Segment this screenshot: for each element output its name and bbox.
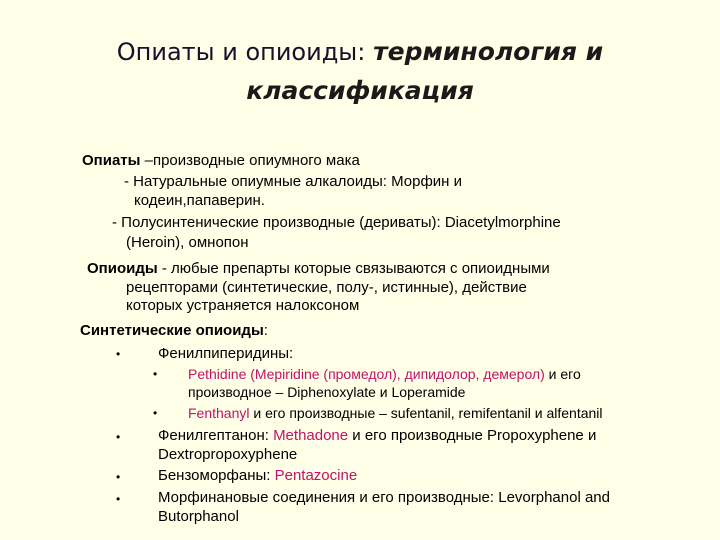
semi-line2: (Heroin), омнопон (126, 234, 249, 251)
phenylheptanone-1: Фенилгептанон: (158, 427, 274, 444)
semi-line1: - Полусинтенические производные (дериваты): Diacetylmorphine (112, 214, 561, 231)
title-part3: классификация (246, 76, 474, 105)
sub-bullet-2: • (153, 406, 158, 420)
synthetic-line (80, 322, 268, 340)
morphinans-line2: Butorphanol (158, 508, 239, 525)
pethidine-line1 (188, 366, 581, 383)
opiates-line (82, 152, 360, 170)
natural-line2: кодеин,папаверин. (134, 192, 265, 209)
bullet-2: • (116, 430, 121, 444)
pethidine-line2: производное – Diphenoxylate и Loperamide (188, 384, 466, 400)
benzomorphans-1: Бензоморфаны: (158, 467, 275, 484)
phenylpiperidines: Фенилпиперидины: (158, 345, 294, 362)
opiates-heading: Опиаты (82, 152, 141, 169)
phenylheptanone-line2: Dextropropoxyphene (158, 446, 298, 463)
synthetic-colon: : (263, 322, 268, 339)
pethidine-red: Pethidine (Mepiridine (промедол), дипидолор, демерол) (188, 366, 545, 382)
phenylheptanone-red: Methadone (273, 427, 349, 444)
bullet-3: • (116, 470, 121, 484)
fentanyl-rest: и его производные – sufentanil, remifentanil и alfentanil (249, 405, 603, 421)
opioids-line (87, 260, 550, 278)
slide-title (60, 32, 660, 109)
opioids-heading: Опиоиды (87, 260, 158, 277)
bullet-4: • (116, 492, 121, 506)
phenylheptanone-line1 (158, 427, 596, 445)
synthetic-heading: Синтетические опиоиды (80, 322, 264, 339)
benzomorphans-line (158, 467, 357, 485)
natural-line1: - Натуральные опиумные алкалоиды: Морфин и (124, 173, 463, 190)
bullet-1: • (116, 347, 121, 361)
opiates-def: –производные опиумного мака (140, 152, 360, 169)
fentanyl-line (188, 405, 603, 422)
opioids-def2: рецепторами (синтетические, полу-, истинные), действие (126, 279, 527, 296)
morphinans-line1: Морфинановые соединения и его производные: Levorphanol and (158, 489, 610, 506)
phenylheptanone-2: и его производные Propoxyphene и (348, 427, 597, 444)
fentanyl-red: Fenthanyl (188, 405, 250, 421)
pethidine-rest: и его (544, 366, 581, 382)
title-part1: Опиаты и опиоиды: (116, 38, 366, 66)
opioids-def1: - любые препарты которые связываются с опиоидными (157, 260, 550, 277)
opioids-def3: которых устраняется налоксоном (126, 297, 360, 314)
sub-bullet-1: • (153, 367, 158, 381)
benzomorphans-red: Pentazocine (274, 467, 358, 484)
title-part2: терминология и (373, 37, 604, 66)
